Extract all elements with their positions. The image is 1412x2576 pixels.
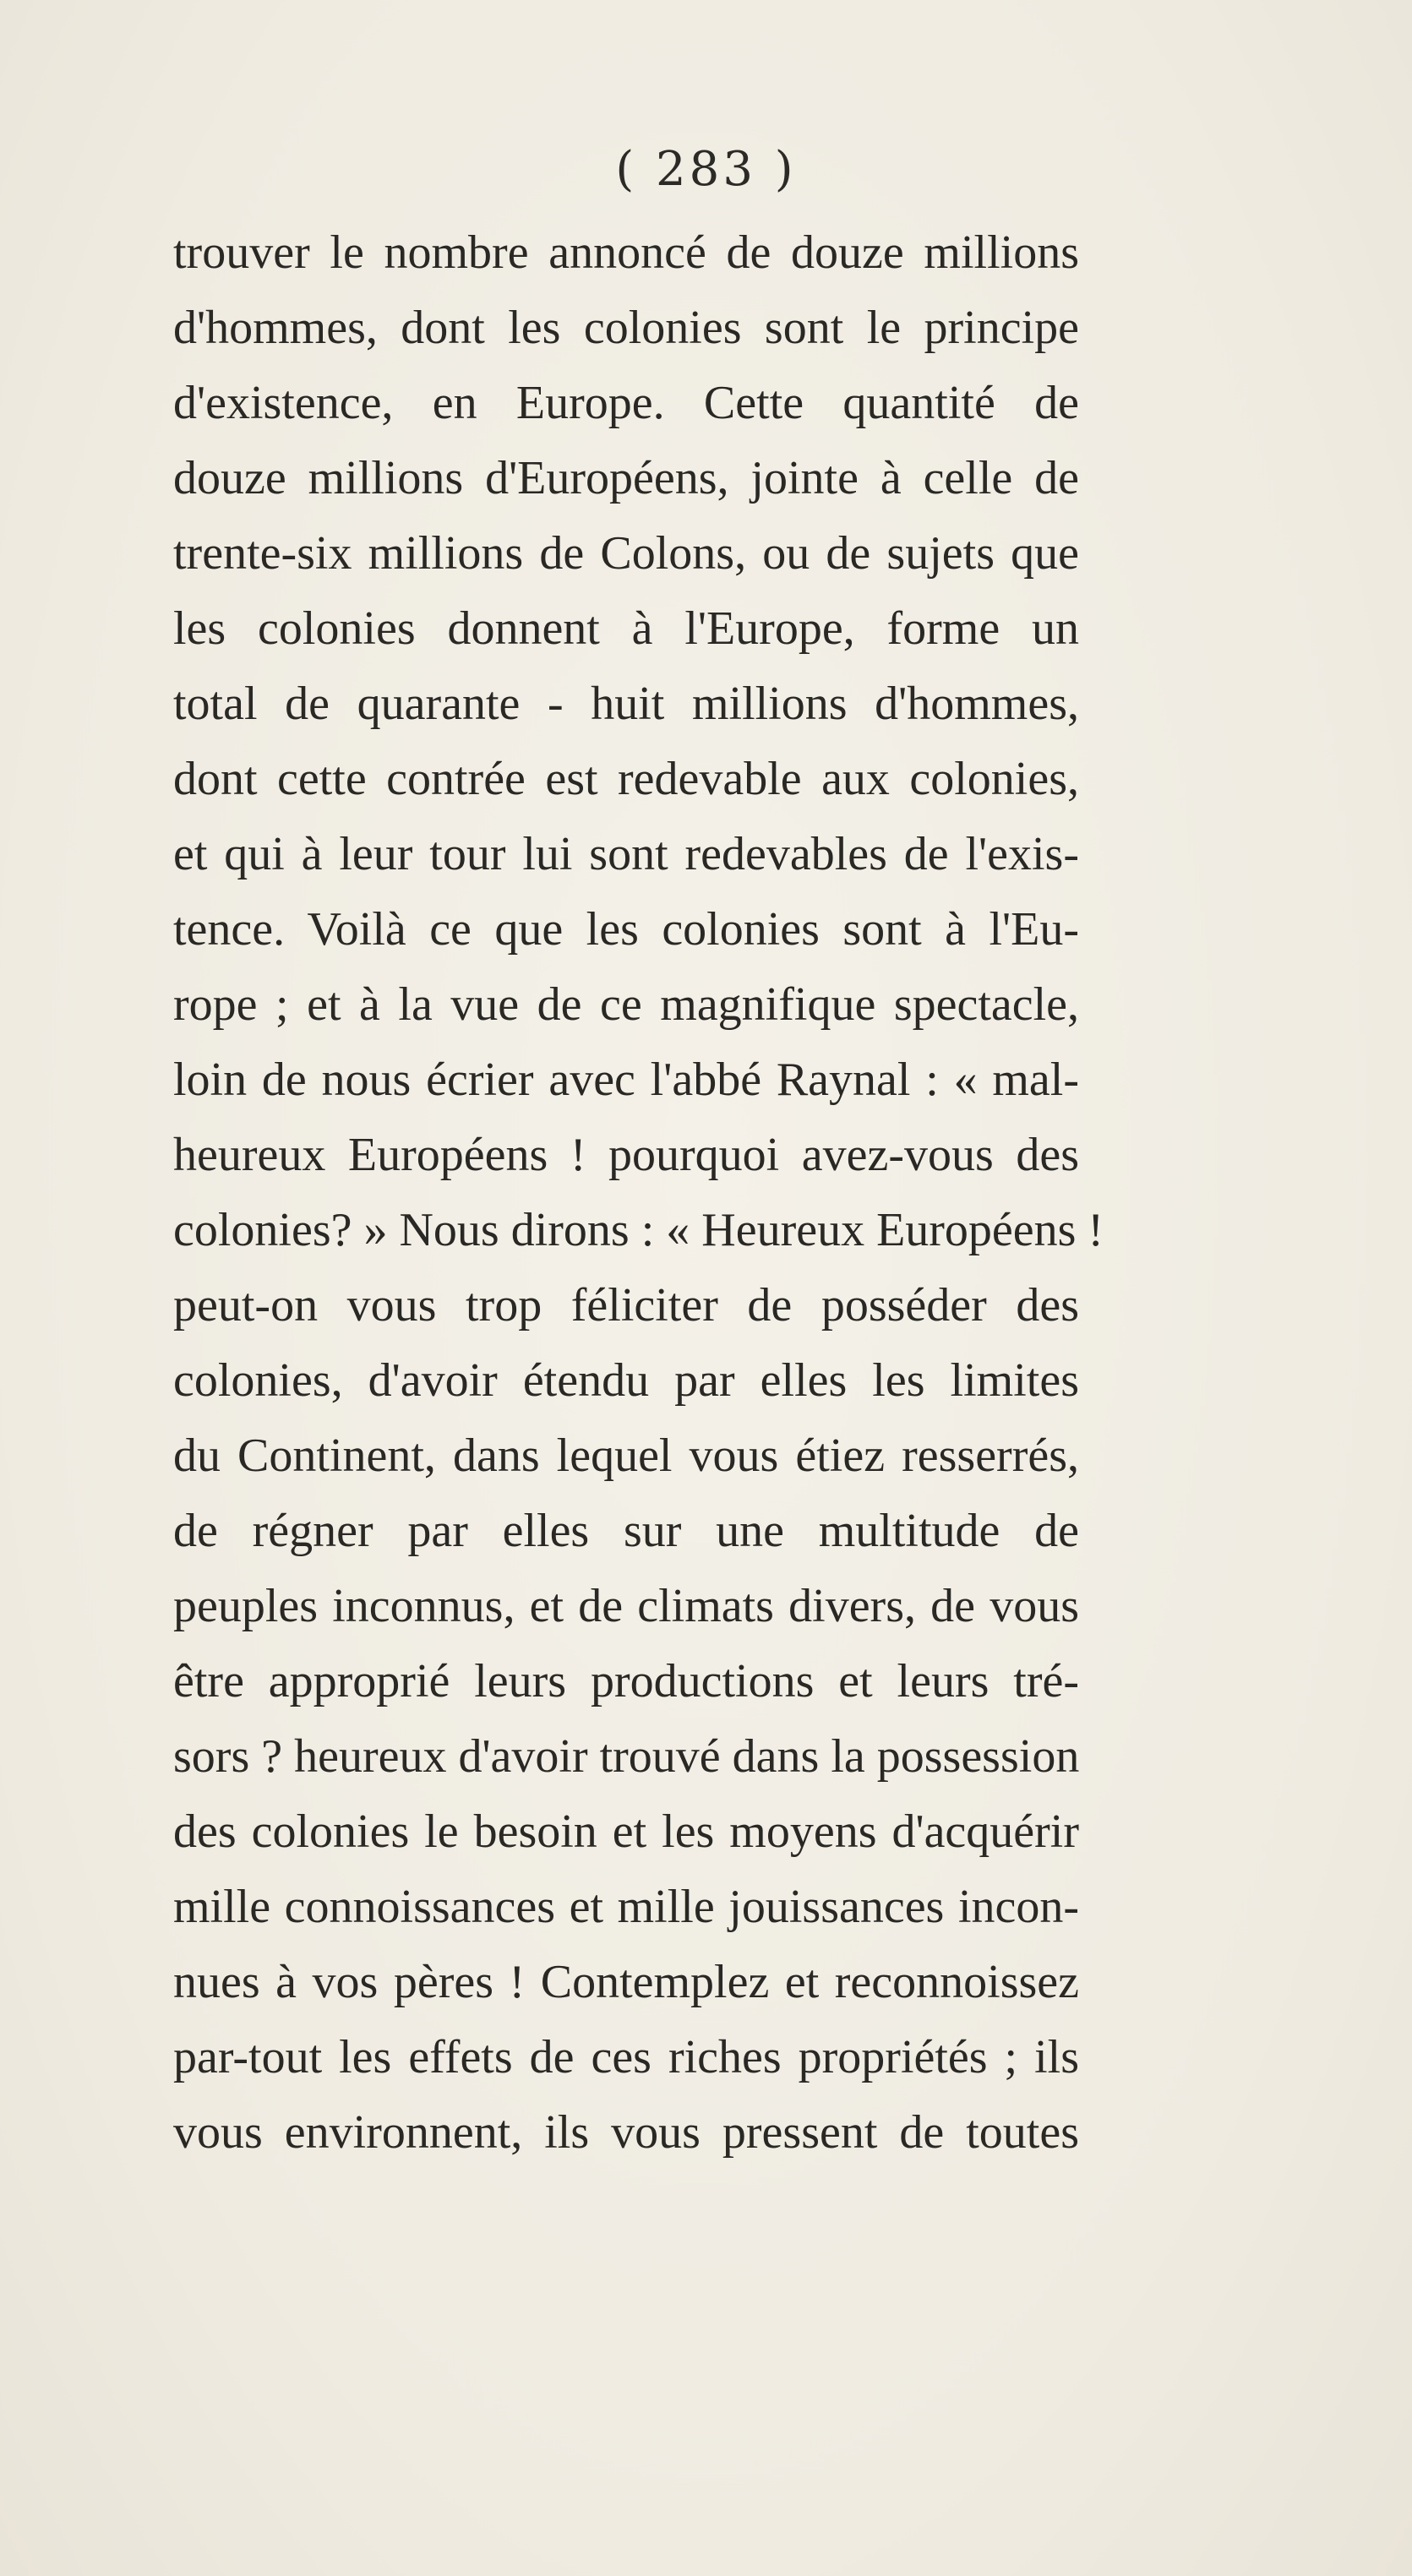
text-line: du Continent, dans lequel vous étiez resserrés, xyxy=(173,1430,1079,1482)
text-line: des colonies le besoin et les moyens d'acquérir xyxy=(173,1805,1079,1858)
text-line: nues à vos pères ! Contemplez et reconnoissez xyxy=(173,1956,1079,2008)
text-line: heureux Européens ! pourquoi avez-vous des xyxy=(173,1129,1079,1181)
text-line: d'hommes, dont les colonies sont le principe xyxy=(173,302,1079,354)
text-line: mille connoissances et mille jouissances incon- xyxy=(173,1881,1079,1933)
text-line: total de quarante - huit millions d'hommes, xyxy=(173,678,1079,730)
text-line: loin de nous écrier avec l'abbé Raynal : « mal- xyxy=(173,1054,1079,1106)
text-line: les colonies donnent à l'Europe, forme un xyxy=(173,602,1079,655)
body-text xyxy=(173,215,1104,2170)
text-line: d'existence, en Europe. Cette quantité de xyxy=(173,377,1079,429)
text-line: rope ; et à la vue de ce magnifique spectacle, xyxy=(173,978,1079,1031)
page-number: ( 283 ) xyxy=(615,142,797,197)
text-line: colonies? » Nous dirons : « Heureux Européens ! xyxy=(173,1204,1104,1256)
text-line: dont cette contrée est redevable aux colonies, xyxy=(173,753,1079,805)
text-line: trente-six millions de Colons, ou de sujets que xyxy=(173,527,1079,580)
text-line: vous environnent, ils vous pressent de toutes xyxy=(173,2106,1079,2159)
text-line: peut-on vous trop féliciter de posséder des xyxy=(173,1279,1079,1332)
text-line: de régner par elles sur une multitude de xyxy=(173,1505,1079,1557)
text-line: colonies, d'avoir étendu par elles les limites xyxy=(173,1354,1079,1407)
text-line: et qui à leur tour lui sont redevables de l'exis- xyxy=(173,828,1079,880)
text-line: sors ? heureux d'avoir trouvé dans la possession xyxy=(173,1730,1080,1783)
text-line: peuples inconnus, et de climats divers, de vous xyxy=(173,1580,1079,1632)
text-line: trouver le nombre annoncé de douze millions xyxy=(173,226,1079,279)
text-line: par-tout les effets de ces riches propriétés ; ils xyxy=(173,2031,1079,2083)
text-line: être approprié leurs productions et leurs tré- xyxy=(173,1655,1079,1707)
text-line: douze millions d'Européens, jointe à celle de xyxy=(173,452,1079,504)
text-line: tence. Voilà ce que les colonies sont à l'Eu- xyxy=(173,903,1079,956)
